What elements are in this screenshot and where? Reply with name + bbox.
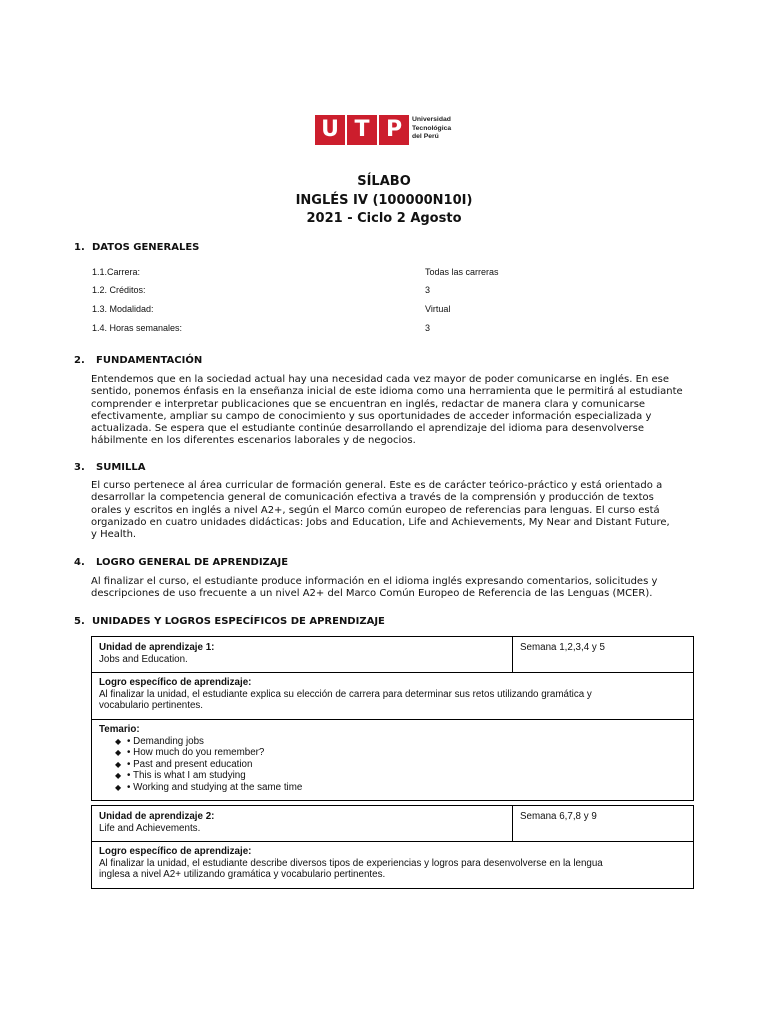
datos-value-carrera: Todas las carreras xyxy=(425,267,499,277)
section-4-heading xyxy=(74,557,288,568)
section-3-heading xyxy=(74,462,145,473)
section-5-heading xyxy=(74,616,385,627)
section-title: UNIDADES Y LOGROS ESPECÍFICOS DE APRENDIZAJE xyxy=(92,616,385,627)
datos-value-modalidad: Virtual xyxy=(425,304,451,314)
datos-value-creditos: 3 xyxy=(425,285,431,295)
datos-label-horas: 1.4. Horas semanales: xyxy=(92,323,183,333)
temario-text: • How much do you remember? xyxy=(127,747,265,758)
paragraph-line: El curso pertenece al área curricular de formación general. Este es de carácter teórico-práctico y está orientado a xyxy=(91,480,663,491)
unit-name: Jobs and Education. xyxy=(99,653,188,665)
logo-letter-p: P xyxy=(379,115,409,145)
unit-2-logro-cell xyxy=(99,846,687,881)
temario-text: • Demanding jobs xyxy=(127,735,204,747)
section-1-heading xyxy=(74,242,199,253)
section-number: 5. xyxy=(74,616,85,627)
temario-item xyxy=(99,736,687,748)
paragraph-line: orales y escritos en inglés a nivel A2+, según el Marco común europeo de referencias para lenguas. El curso está xyxy=(91,504,660,516)
section-title: SUMILLA xyxy=(96,462,146,473)
paragraph-line: organizado en cuatro unidades didácticas: Jobs and Education, Life and Achievements, My Near and Distant Future, xyxy=(91,516,670,528)
doc-title: SÍLABO xyxy=(357,174,411,189)
logro-line: Al finalizar la unidad, el estudiante explica su elección de carrera para determinar sus retos utilizando gramática y xyxy=(99,688,592,700)
unit-heading: Unidad de aprendizaje 2: xyxy=(99,811,215,822)
logro-line: inglesa a nivel A2+ utilizando gramática y vocabulario pertinentes. xyxy=(99,869,386,880)
unit-2-heading-cell xyxy=(99,811,214,834)
paragraph-line: desarrollar la competencia general de comunicación efectiva a través de la comprensión y producción de textos xyxy=(91,492,654,504)
table-divider xyxy=(512,636,513,672)
unit-1-heading-cell xyxy=(99,642,214,665)
unit-1-logro-cell xyxy=(99,677,687,712)
logo-letter-t: T xyxy=(347,115,377,145)
unit-1-weeks: Semana 1,2,3,4 y 5 xyxy=(520,642,605,653)
course-title: INGLÉS IV (100000N10I) xyxy=(295,193,473,208)
bullet-diamond-icon: ◆ xyxy=(115,759,122,769)
logro-heading: Logro específico de aprendizaje: xyxy=(99,677,252,688)
paragraph-line: hábilmente en los diferentes escenarios laborales y de negocios. xyxy=(91,435,416,447)
paragraph-line: descripciones de uso frecuente a un nivel A2+ del Marco Común Europeo de Referencia de las Lenguas (MCER). xyxy=(91,588,653,600)
fundamentacion-paragraph xyxy=(91,374,694,448)
sumilla-paragraph xyxy=(91,480,694,541)
datos-label-creditos: 1.2. Créditos: xyxy=(92,285,146,295)
temario-item xyxy=(99,759,687,771)
temario-text: • Past and present education xyxy=(127,758,253,770)
table-divider xyxy=(512,805,513,841)
paragraph-line: y Health. xyxy=(91,529,137,541)
unit-2-weeks: Semana 6,7,8 y 9 xyxy=(520,811,597,822)
paragraph-line: sentido, ponemos énfasis en la enseñanza inicial de este idioma como una herramienta que le permitirá al estudiante xyxy=(91,386,683,398)
paragraph-line: efectivamente, ampliar su campo de conocimiento y sus oportunidades de acceder información especializada y xyxy=(91,410,652,422)
datos-label-modalidad: 1.3. Modalidad: xyxy=(92,304,154,314)
paragraph-line: Al finalizar el curso, el estudiante produce información en el idioma inglés expresando comentarios, solicitudes y xyxy=(91,576,658,587)
bullet-diamond-icon: ◆ xyxy=(115,736,122,746)
utp-logo xyxy=(315,115,455,145)
section-number: 3. xyxy=(74,462,85,473)
logro-general-paragraph xyxy=(91,576,694,601)
logro-heading: Logro específico de aprendizaje: xyxy=(99,846,252,857)
bullet-diamond-icon: ◆ xyxy=(115,782,122,792)
temario-heading: Temario: xyxy=(99,724,140,735)
temario-item xyxy=(99,782,687,794)
logo-name-line: Universidad xyxy=(412,116,451,123)
section-title: FUNDAMENTACIÓN xyxy=(96,355,203,366)
logo-name-line: del Perú xyxy=(412,133,439,140)
datos-value-horas: 3 xyxy=(425,323,431,333)
paragraph-line: comprender e interpretar publicaciones que se encuentran en inglés, redactar de manera clara y comunicarse xyxy=(91,398,646,410)
section-2-heading xyxy=(74,355,202,366)
temario-item xyxy=(99,747,687,759)
logo-university-name xyxy=(412,116,451,142)
unit-heading: Unidad de aprendizaje 1: xyxy=(99,642,215,653)
datos-label-carrera: 1.1.Carrera: xyxy=(92,267,141,277)
temario-text: • This is what I am studying xyxy=(127,770,246,781)
section-title: LOGRO GENERAL DE APRENDIZAJE xyxy=(96,557,289,568)
logo-letter-u: U xyxy=(315,115,345,145)
bullet-diamond-icon: ◆ xyxy=(115,748,122,757)
course-period: 2021 - Ciclo 2 Agosto xyxy=(306,211,462,226)
unit-1-temario-cell xyxy=(99,724,687,793)
section-number: 1. xyxy=(74,242,85,253)
section-number: 2. xyxy=(74,355,85,366)
section-title: DATOS GENERALES xyxy=(92,242,200,253)
temario-text: • Working and studying at the same time xyxy=(127,781,303,793)
logo-name-line: Tecnológica xyxy=(412,124,452,132)
temario-item xyxy=(99,770,687,782)
section-number: 4. xyxy=(74,557,85,568)
paragraph-line: Entendemos que en la sociedad actual hay una necesidad cada vez mayor de poder comunicarse en inglés. En ese xyxy=(91,374,669,385)
paragraph-line: actualizada. Se espera que el estudiante continúe desarrollando el aprendizaje del idioma para desenvolverse xyxy=(91,423,644,435)
bullet-diamond-icon: ◆ xyxy=(115,771,122,780)
logro-line: vocabulario pertinentes. xyxy=(99,700,204,711)
logro-line: Al finalizar la unidad, el estudiante describe diversos tipos de experiencias y logros para desenvolverse en la lengua xyxy=(99,857,603,869)
unit-name: Life and Achievements. xyxy=(99,822,201,834)
